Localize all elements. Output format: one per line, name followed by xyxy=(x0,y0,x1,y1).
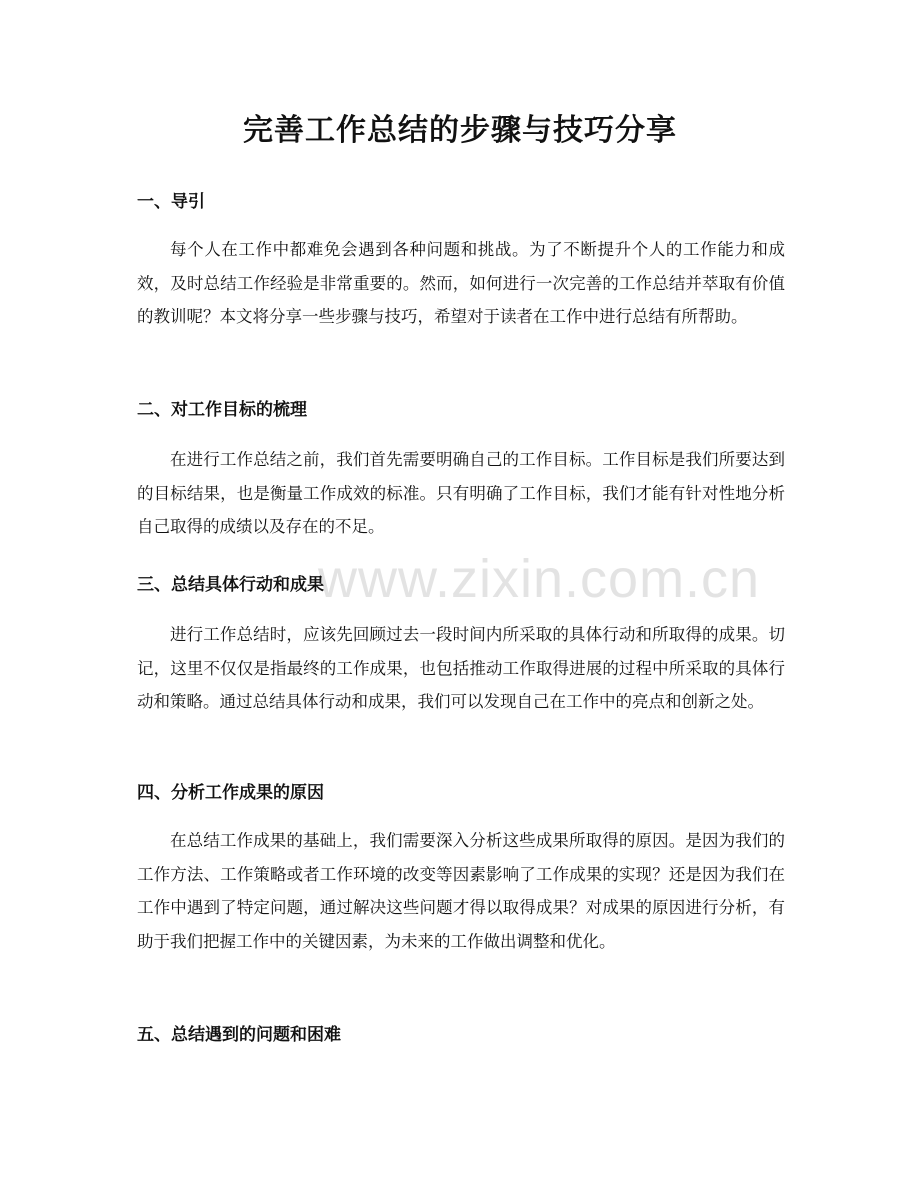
page-title: 完善工作总结的步骤与技巧分享 xyxy=(243,113,677,148)
watermark-text: www.zixin.com.cn xyxy=(318,549,761,609)
section-paragraph-actions: 进行工作总结时，应该先回顾过去一段时间内所采取的具体行动和所取得的成果。切记，这里不仅仅是指最终的工作成果，也包括推动工作取得进展的过程中所采取的具体行动和策略。通过总结具体行动和成果，我们可以发现自己在工作中的亮点和创新之处。 xyxy=(137,625,785,711)
section-heading-analysis: 四、分析工作成果的原因 xyxy=(137,783,324,803)
section-heading-actions: 三、总结具体行动和成果 xyxy=(137,575,324,595)
section-heading-problems: 五、总结遇到的问题和困难 xyxy=(137,1025,341,1045)
section-heading-goals: 二、对工作目标的梳理 xyxy=(137,400,307,420)
section-paragraph-intro: 每个人在工作中都难免会遇到各种问题和挑战。为了不断提升个人的工作能力和成效，及时总结工作经验是非常重要的。然而，如何进行一次完善的工作总结并萃取有价值的教训呢？本文将分享一些步骤与技巧，希望对于读者在工作中进行总结有所帮助。 xyxy=(137,240,785,326)
section-paragraph-goals: 在进行工作总结之前，我们首先需要明确自己的工作目标。工作目标是我们所要达到的目标结果，也是衡量工作成效的标准。只有明确了工作目标，我们才能有针对性地分析自己取得的成绩以及存在的不足。 xyxy=(137,450,785,536)
section-paragraph-analysis: 在总结工作成果的基础上，我们需要深入分析这些成果所取得的原因。是因为我们的工作方法、工作策略或者工作环境的改变等因素影响了工作成果的实现？还是因为我们在工作中遇到了特定问题，通过解决这些问题才得以取得成果？对成果的原因进行分析，有助于我们把握工作中的关键因素，为未来的工作做出调整和优化。 xyxy=(137,831,785,951)
section-heading-intro: 一、导引 xyxy=(137,192,205,212)
